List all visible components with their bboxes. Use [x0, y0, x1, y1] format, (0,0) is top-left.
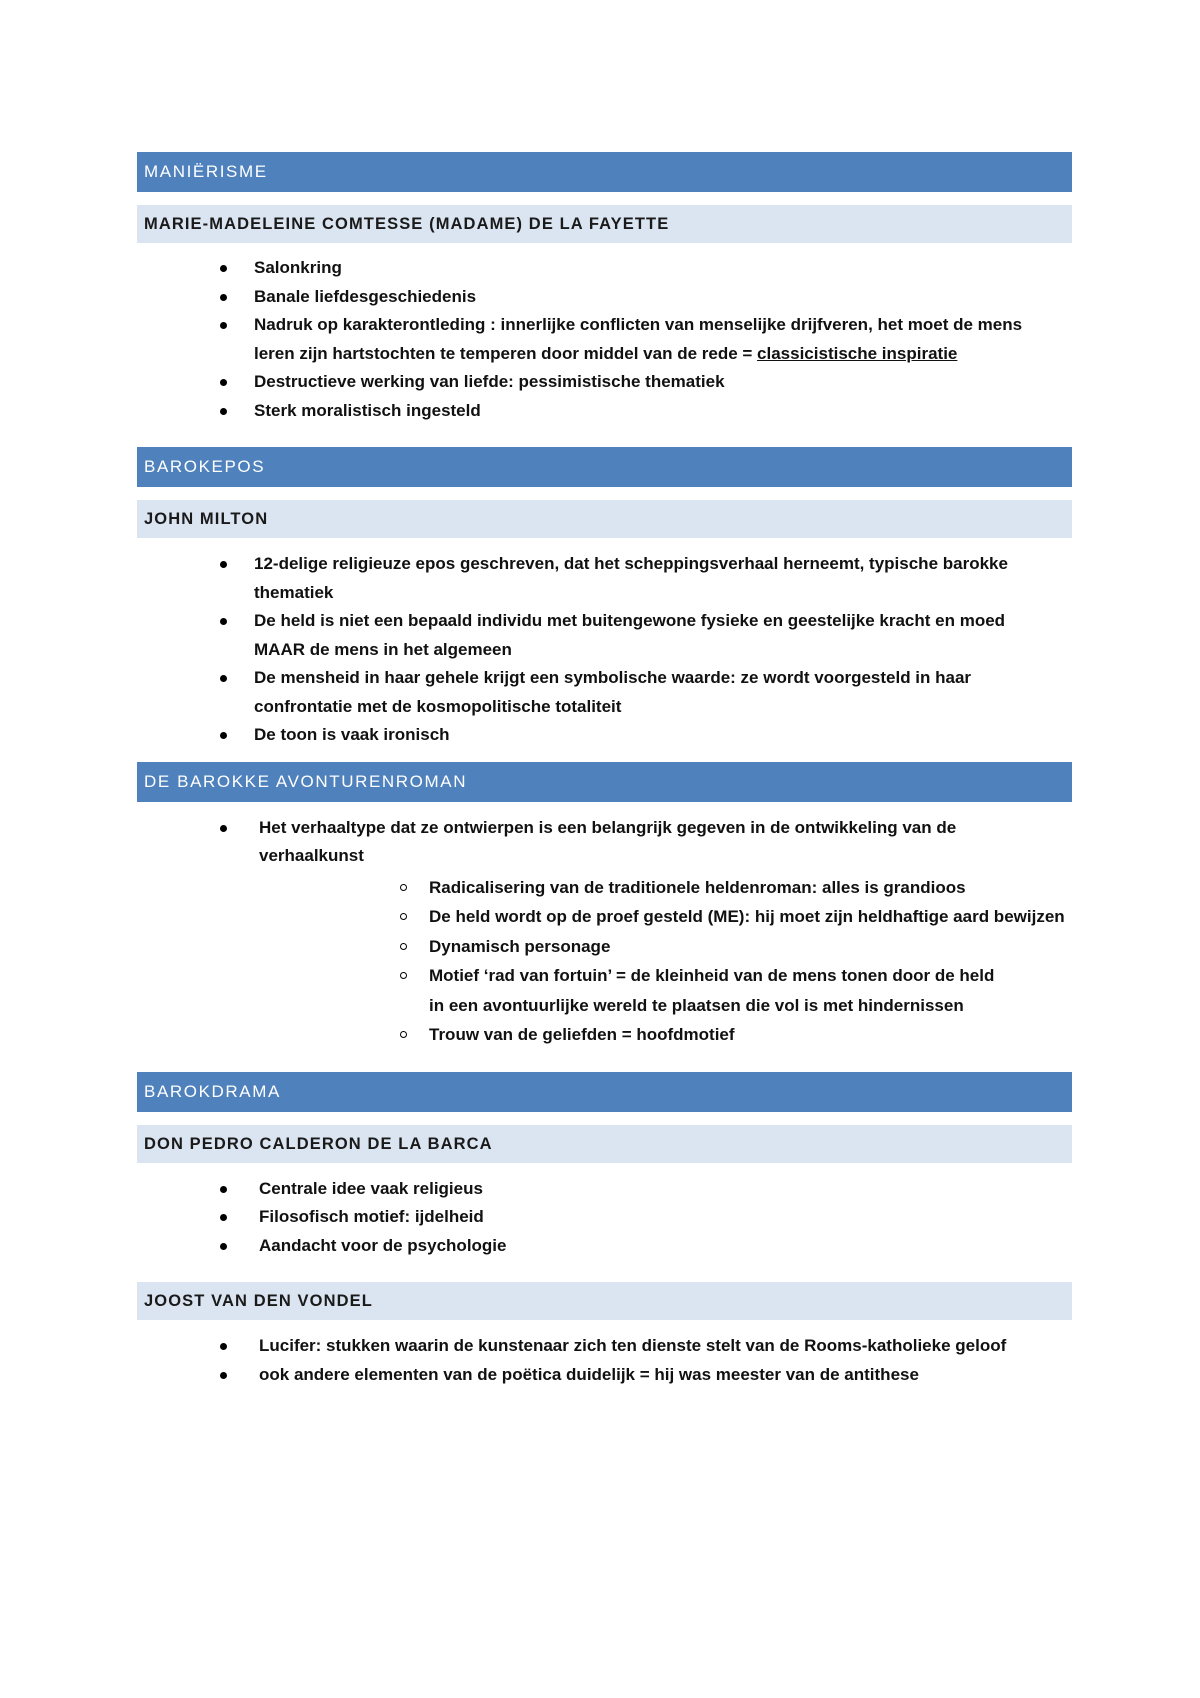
bullet-list-milton	[137, 550, 1072, 750]
list-item: Banale liefdesgeschiedenis	[137, 283, 1072, 312]
bullet-icon	[220, 408, 227, 415]
list-item: Nadruk op karakterontleding : innerlijke conflicten van menselijke drijfveren, het moet de mens leren zijn hartstochten te temperen door middel van de rede = classicistische inspiratie	[137, 311, 1072, 368]
list-item: Het verhaaltype dat ze ontwierpen is een belangrijk gegeven in de ontwikkeling van de verhaalkunst	[137, 814, 1072, 871]
list-item: Radicalisering van de traditionele heldenroman: alles is grandioos	[327, 873, 1072, 903]
bullet-icon	[220, 1186, 227, 1193]
section-heading-manierisme: MANIËRISME	[137, 152, 1072, 192]
bullet-list-lafayette	[137, 254, 1072, 425]
bullet-icon	[220, 294, 227, 301]
list-item: 12-delige religieuze epos geschreven, dat het scheppingsverhaal herneemt, typische barokke thematiek	[137, 550, 1072, 607]
circle-bullet-icon	[400, 913, 407, 920]
section-heading-avonturenroman: DE BAROKKE AVONTURENROMAN	[137, 762, 1072, 802]
author-heading-calderon: DON PEDRO CALDERON DE LA BARCA	[137, 1125, 1072, 1163]
document-page	[137, 152, 1072, 1389]
underlined-text: classicistische inspiratie	[757, 343, 958, 363]
bullet-icon	[220, 618, 227, 625]
bullet-icon	[220, 1372, 227, 1379]
bullet-icon	[220, 675, 227, 682]
bullet-icon	[220, 379, 227, 386]
sub-list-avonturenroman	[327, 873, 1072, 1050]
list-item: Motief ‘rad van fortuin’ = de kleinheid van de mens tonen door de held in een avontuurlijke wereld te plaatsen die vol is met hindernissen	[327, 961, 1072, 1020]
bullet-icon	[220, 322, 227, 329]
circle-bullet-icon	[400, 943, 407, 950]
circle-bullet-icon	[400, 972, 407, 979]
list-item: De held wordt op de proef gesteld (ME): hij moet zijn heldhaftige aard bewijzen	[327, 902, 1072, 932]
author-heading-lafayette: MARIE-MADELEINE COMTESSE (MADAME) DE LA FAYETTE	[137, 205, 1072, 243]
bullet-icon	[220, 825, 227, 832]
list-item: De toon is vaak ironisch	[137, 721, 1072, 750]
list-item: De mensheid in haar gehele krijgt een symbolische waarde: ze wordt voorgesteld in haar confrontatie met de kosmopolitische totaliteit	[137, 664, 1072, 721]
list-item: Filosofisch motief: ijdelheid	[137, 1203, 1072, 1232]
bullet-list-vondel	[137, 1332, 1072, 1389]
list-item: Trouw van de geliefden = hoofdmotief	[327, 1020, 1072, 1050]
list-item: Centrale idee vaak religieus	[137, 1175, 1072, 1204]
bullet-icon	[220, 732, 227, 739]
list-item: Salonkring	[137, 254, 1072, 283]
bullet-icon	[220, 1243, 227, 1250]
bullet-list-calderon	[137, 1175, 1072, 1261]
list-item: De held is niet een bepaald individu met buitengewone fysieke en geestelijke kracht en moed MAAR de mens in het algemeen	[137, 607, 1072, 664]
bullet-list-avonturenroman	[137, 814, 1072, 871]
bullet-icon	[220, 1343, 227, 1350]
list-item: Dynamisch personage	[327, 932, 1072, 962]
bullet-icon	[220, 561, 227, 568]
author-heading-vondel: JOOST VAN DEN VONDEL	[137, 1282, 1072, 1320]
bullet-icon	[220, 1214, 227, 1221]
list-item: Sterk moralistisch ingesteld	[137, 397, 1072, 426]
list-item: Destructieve werking van liefde: pessimistische thematiek	[137, 368, 1072, 397]
bullet-icon	[220, 265, 227, 272]
section-heading-barokdrama: BAROKDRAMA	[137, 1072, 1072, 1112]
list-item: ook andere elementen van de poëtica duidelijk = hij was meester van de antithese	[137, 1361, 1072, 1390]
section-heading-barokepos: BAROKEPOS	[137, 447, 1072, 487]
list-item: Lucifer: stukken waarin de kunstenaar zich ten dienste stelt van de Rooms-katholieke geloof	[137, 1332, 1072, 1361]
circle-bullet-icon	[400, 1031, 407, 1038]
circle-bullet-icon	[400, 884, 407, 891]
author-heading-milton: JOHN MILTON	[137, 500, 1072, 538]
list-item: Aandacht voor de psychologie	[137, 1232, 1072, 1261]
